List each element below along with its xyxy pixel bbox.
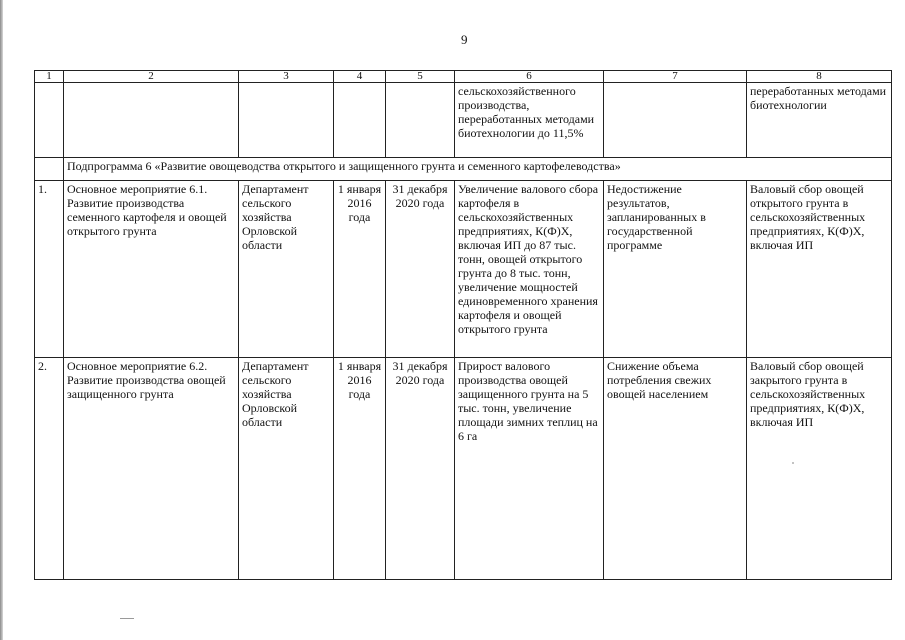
row-event: Основное мероприятие 6.1. Развитие производства семенного картофеля и овощей открытого грунта <box>64 181 239 358</box>
row-consequences: Недостижение результатов, запланированных в государственной программе <box>604 181 747 358</box>
row-executor: Департамент сельского хозяйства Орловской области <box>239 358 334 580</box>
scan-dot <box>792 462 794 464</box>
row-number: 1. <box>35 181 64 358</box>
continuation-result: сельскохозяйственного производства, переработанных методами биотехнологии до 11,5% <box>455 83 604 158</box>
continuation-cell-2 <box>64 83 239 158</box>
continuation-cell-3 <box>239 83 334 158</box>
continuation-row <box>35 83 892 158</box>
column-number-1: 1 <box>35 71 64 83</box>
row-indicator: Валовый сбор овощей закрытого грунта в сельскохозяйственных предприятиях, К(Ф)Х, включая ИП <box>747 358 892 580</box>
table-row <box>35 181 892 358</box>
column-number-5: 5 <box>386 71 455 83</box>
scan-smudge <box>120 618 134 619</box>
continuation-cell-5 <box>386 83 455 158</box>
table-row <box>35 358 892 580</box>
row-end-date: 31 декабря 2020 года <box>386 358 455 580</box>
row-start-date: 1 января 2016 года <box>334 358 386 580</box>
column-number-row <box>35 71 892 83</box>
continuation-cell-1 <box>35 83 64 158</box>
subprogram-title: Подпрограмма 6 «Развитие овощеводства открытого и защищенного грунта и семенного картофелеводства» <box>64 158 892 181</box>
row-indicator: Валовый сбор овощей открытого грунта в сельскохозяйственных предприятиях, К(Ф)Х, включая ИП <box>747 181 892 358</box>
row-consequences: Снижение объема потребления свежих овощей населением <box>604 358 747 580</box>
column-number-7: 7 <box>604 71 747 83</box>
row-end-date: 31 декабря 2020 года <box>386 181 455 358</box>
program-table <box>34 70 892 580</box>
subprogram-num-cell <box>35 158 64 181</box>
continuation-cell-4 <box>334 83 386 158</box>
row-start-date: 1 января 2016 года <box>334 181 386 358</box>
continuation-indicator: переработанных методами биотехнологии <box>747 83 892 158</box>
row-event: Основное мероприятие 6.2. Развитие производства овощей защищенного грунта <box>64 358 239 580</box>
page-number: 9 <box>461 32 468 47</box>
row-result: Увеличение валового сбора картофеля в сельскохозяйственных предприятиях, К(Ф)Х, включая ИП до 87 тыс. тонн, овощей открытого грунта до 8 тыс. тонн, увеличение мощностей единовременного хранения картофеля и овощей открытого грунта <box>455 181 604 358</box>
scan-edge <box>0 0 3 640</box>
column-number-4: 4 <box>334 71 386 83</box>
row-number: 2. <box>35 358 64 580</box>
column-number-3: 3 <box>239 71 334 83</box>
row-result: Прирост валового производства овощей защищенного грунта на 5 тыс. тонн, увеличение площади зимних теплиц на 6 га <box>455 358 604 580</box>
column-number-6: 6 <box>455 71 604 83</box>
column-number-2: 2 <box>64 71 239 83</box>
column-number-8: 8 <box>747 71 892 83</box>
continuation-cell-7 <box>604 83 747 158</box>
subprogram-row <box>35 158 892 181</box>
row-executor: Департамент сельского хозяйства Орловской области <box>239 181 334 358</box>
